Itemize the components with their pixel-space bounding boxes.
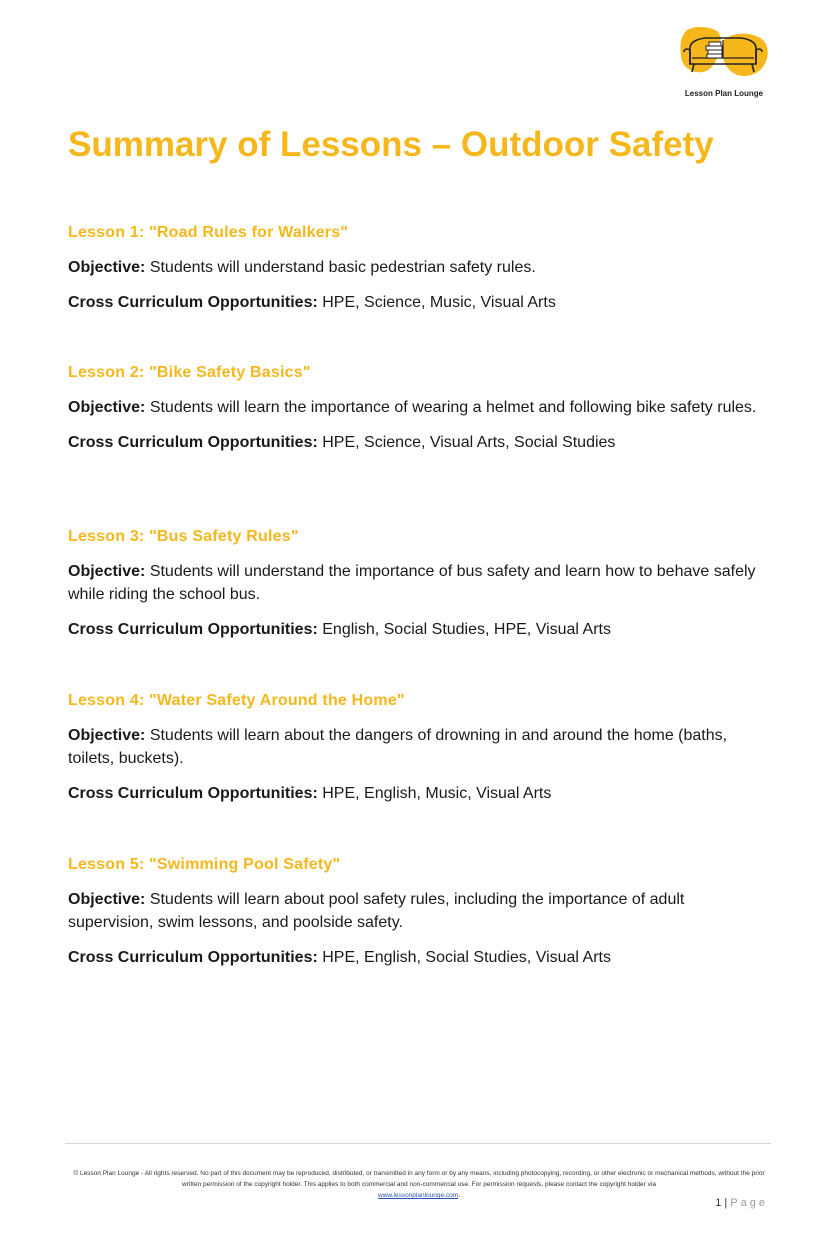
lesson-objective xyxy=(68,888,768,934)
link-suffix: . xyxy=(458,1192,461,1199)
lesson-3 xyxy=(68,527,768,653)
page-title: Summary of Lessons – Outdoor Safety xyxy=(68,125,714,164)
objective-text: Students will learn about pool safety rules, including the importance of adult supervision, swim lessons, and poolside safety. xyxy=(68,891,685,931)
website-link[interactable]: www.lessonplanlounge.com xyxy=(377,1192,459,1199)
page-number xyxy=(700,1197,768,1209)
lesson-heading: Lesson 4: "Water Safety Around the Home" xyxy=(68,692,405,709)
copyright-text: © Lesson Plan Lounge - All rights reserved. No part of this document may be reproduced, distributed, or transmitted in any form or by any means, including photocopying, recording, or other electronic or mechanical methods, without the prior written permission of the copyright holder. This applies to both commercial and non-commercial use. For permission requests, please contact the copyright holder via xyxy=(73,1170,765,1188)
lesson-5 xyxy=(68,855,768,981)
lesson-objective xyxy=(68,560,768,606)
objective-label: Objective: xyxy=(68,891,146,908)
cross-label: Cross Curriculum Opportunities: xyxy=(68,621,318,638)
footer-copyright xyxy=(72,1168,766,1201)
lesson-heading: Lesson 3: "Bus Safety Rules" xyxy=(68,528,299,545)
lesson-cross-curriculum xyxy=(68,946,768,969)
page-label: Page xyxy=(730,1197,768,1209)
lesson-cross-curriculum xyxy=(68,431,768,454)
objective-label: Objective: xyxy=(68,727,146,744)
logo xyxy=(676,26,772,102)
objective-text: Students will understand basic pedestrian safety rules. xyxy=(149,259,536,276)
cross-text: HPE, English, Social Studies, Visual Arts xyxy=(322,949,611,966)
lesson-4 xyxy=(68,691,768,817)
objective-text: Students will understand the importance of bus safety and learn how to behave safely while riding the school bus. xyxy=(68,563,756,603)
lesson-objective xyxy=(68,396,768,419)
objective-label: Objective: xyxy=(68,259,146,276)
couch-logo-icon xyxy=(678,26,770,88)
lesson-2 xyxy=(68,363,768,466)
cross-text: HPE, English, Music, Visual Arts xyxy=(322,785,552,802)
lesson-objective xyxy=(68,256,768,279)
logo-text: Lesson Plan Lounge xyxy=(684,89,764,98)
cross-label: Cross Curriculum Opportunities: xyxy=(68,785,318,802)
lesson-cross-curriculum xyxy=(68,618,768,641)
objective-text: Students will learn the importance of wearing a helmet and following bike safety rules. xyxy=(149,399,757,416)
lesson-1 xyxy=(68,223,768,326)
cross-label: Cross Curriculum Opportunities: xyxy=(68,949,318,966)
cross-text: HPE, Science, Music, Visual Arts xyxy=(322,294,556,311)
cross-text: English, Social Studies, HPE, Visual Arts xyxy=(322,621,611,638)
page-separator: | xyxy=(724,1197,728,1209)
lesson-cross-curriculum xyxy=(68,291,768,314)
lesson-cross-curriculum xyxy=(68,782,768,805)
lesson-heading: Lesson 2: "Bike Safety Basics" xyxy=(68,364,311,381)
cross-label: Cross Curriculum Opportunities: xyxy=(68,434,318,451)
objective-label: Objective: xyxy=(68,399,146,416)
lesson-objective xyxy=(68,724,768,770)
footer-divider xyxy=(65,1143,771,1144)
lesson-heading: Lesson 1: "Road Rules for Walkers" xyxy=(68,224,349,241)
lesson-heading: Lesson 5: "Swimming Pool Safety" xyxy=(68,856,341,873)
page-number-value: 1 xyxy=(715,1197,722,1209)
cross-label: Cross Curriculum Opportunities: xyxy=(68,294,318,311)
objective-text: Students will learn about the dangers of drowning in and around the home (baths, toilets, buckets). xyxy=(68,727,728,767)
objective-label: Objective: xyxy=(68,563,146,580)
cross-text: HPE, Science, Visual Arts, Social Studies xyxy=(322,434,616,451)
